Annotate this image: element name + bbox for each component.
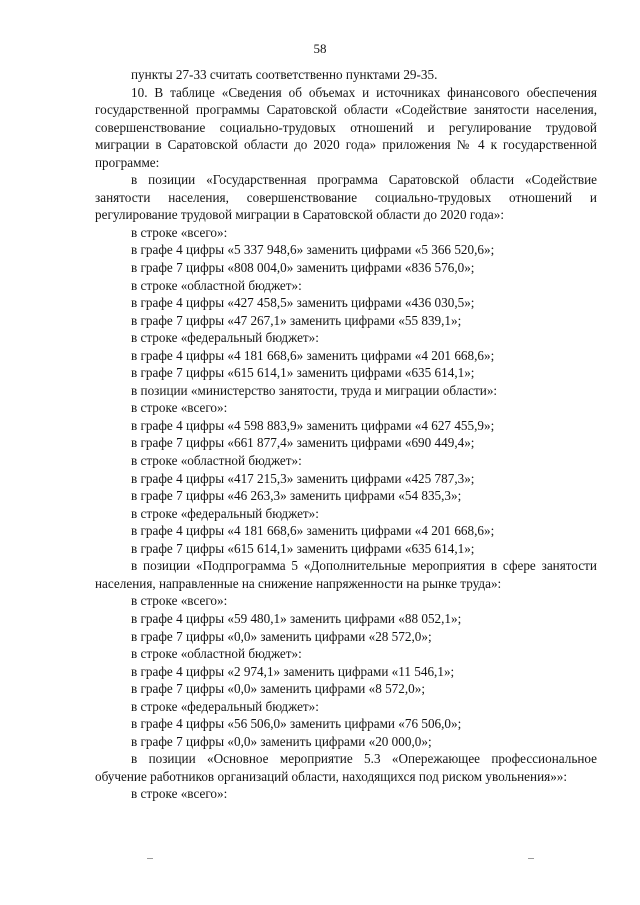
paragraph: в графе 7 цифры «0,0» заменить цифрами «28 572,0»; xyxy=(131,628,432,644)
paragraph: в строке «федеральный бюджет»: xyxy=(131,505,319,521)
paragraph: в строке «областной бюджет»: xyxy=(131,453,302,469)
scan-mark xyxy=(528,858,534,859)
paragraph: в графе 7 цифры «615 614,1» заменить цифрами «635 614,1»; xyxy=(131,540,475,556)
paragraph: в графе 4 цифры «4 598 883,9» заменить цифрами «4 627 455,9»; xyxy=(131,417,495,433)
paragraph: в графе 4 цифры «2 974,1» заменить цифрами «11 546,1»; xyxy=(131,663,455,679)
paragraph: пункты 27-33 считать соответственно пунктами 29-35. xyxy=(131,67,438,82)
paragraph: в графе 4 цифры «5 337 948,6» заменить цифрами «5 366 520,6»; xyxy=(131,242,495,258)
paragraph: в строке «областной бюджет»: xyxy=(131,277,302,293)
paragraph: в графе 7 цифры «47 267,1» заменить цифрами «55 839,1»; xyxy=(131,312,462,328)
paragraph: в графе 4 цифры «56 506,0» заменить цифрами «76 506,0»; xyxy=(131,716,462,732)
scan-mark xyxy=(147,858,153,859)
paragraph: в строке «всего»: xyxy=(131,593,228,609)
page-number: 58 xyxy=(313,41,327,56)
paragraph: в графе 4 цифры «4 181 668,6» заменить цифрами «4 201 668,6»; xyxy=(131,347,495,363)
paragraph: в позиции «Подпрограмма 5 «Дополнительные мероприятия в сфере занятости населения, направленные на снижение напряженности на рынке труда»: xyxy=(95,558,597,591)
paragraph: в строке «всего»: xyxy=(131,400,228,416)
paragraph: в строке «всего»: xyxy=(131,786,228,802)
paragraph: 10. В таблице «Сведения об объемах и источниках финансового обеспечения государственной программы Саратовской области «Содействие занятости населения, совершенствование социально-трудовых отношений и регулирование трудовой миграции в Саратовской области до 2020 года» приложения № 4 к государственной программе: xyxy=(95,84,597,170)
paragraph: в позиции «Основное мероприятие 5.3 «Опережающее профессиональное обучение работников организаций области, находящихся под риском увольнения»»: xyxy=(95,751,597,784)
paragraph: в строке «всего»: xyxy=(131,224,228,240)
paragraph: в строке «федеральный бюджет»: xyxy=(131,698,319,714)
paragraph: в графе 4 цифры «417 215,3» заменить цифрами «425 787,3»; xyxy=(131,470,475,486)
paragraph: в строке «областной бюджет»: xyxy=(131,646,302,662)
paragraph: в строке «федеральный бюджет»: xyxy=(131,330,319,346)
paragraph: в графе 4 цифры «4 181 668,6» заменить цифрами «4 201 668,6»; xyxy=(131,523,495,539)
paragraph: в графе 4 цифры «427 458,5» заменить цифрами «436 030,5»; xyxy=(131,295,475,311)
paragraph: в позиции «министерство занятости, труда и миграции области»: xyxy=(131,382,498,398)
paragraph: в графе 7 цифры «0,0» заменить цифрами «20 000,0»; xyxy=(131,733,432,749)
paragraph: в графе 7 цифры «808 004,0» заменить цифрами «836 576,0»; xyxy=(131,260,475,276)
paragraph: в графе 7 цифры «661 877,4» заменить цифрами «690 449,4»; xyxy=(131,435,475,451)
document-body xyxy=(95,66,597,803)
paragraph: в графе 7 цифры «46 263,3» заменить цифрами «54 835,3»; xyxy=(131,488,462,504)
paragraph: в графе 7 цифры «0,0» заменить цифрами «8 572,0»; xyxy=(131,681,426,697)
paragraph: в позиции «Государственная программа Саратовской области «Содействие занятости населения, совершенствование социально-трудовых отношений и регулирование трудовой миграции в Саратовской области до 2020 года»: xyxy=(95,172,597,223)
paragraph: в графе 4 цифры «59 480,1» заменить цифрами «88 052,1»; xyxy=(131,610,462,626)
paragraph: в графе 7 цифры «615 614,1» заменить цифрами «635 614,1»; xyxy=(131,365,475,381)
